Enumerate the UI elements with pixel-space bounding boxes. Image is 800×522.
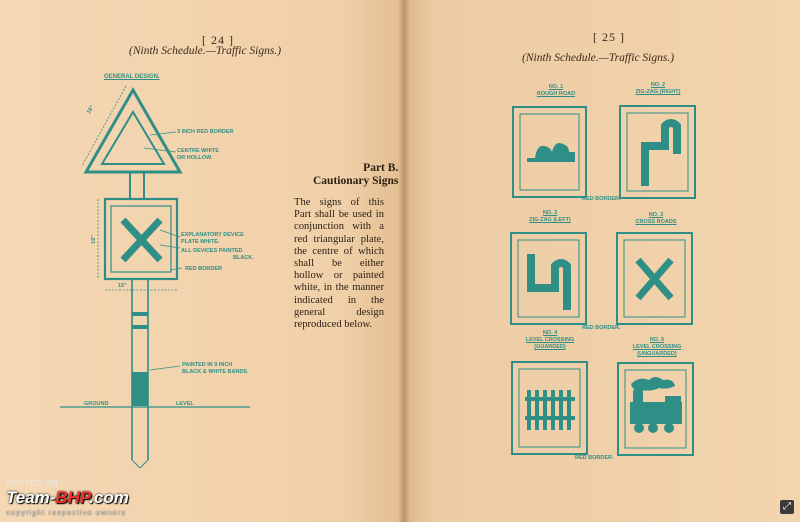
label-centre: CENTRE WHITE OR HOLLOW. xyxy=(177,148,219,161)
cross-roads-icon xyxy=(638,260,671,298)
watermark-logo: Team-BHP.com xyxy=(6,488,129,507)
signs-grid xyxy=(505,100,705,460)
watermark-hosted: HOSTED ON : xyxy=(6,479,64,488)
right-schedule-heading: (Ninth Schedule.—Traffic Signs.) xyxy=(522,52,675,64)
diagram-title: GENERAL DESIGN. xyxy=(104,74,160,80)
label-device-plate: EXPLANATORY DEVICE PLATE WHITE. xyxy=(181,232,244,245)
zigzag-left-plate xyxy=(511,233,586,324)
expand-image-icon[interactable]: ⤢ xyxy=(780,500,794,514)
sign-4-label: NO. 3 CROSS ROADS xyxy=(635,212,677,225)
part-body-text: The signs of this Part shall be used in conjunction with a red triangular plate, the centre of which shall be either hollow or painted white, in the manner indicated in the general design reproduced below. xyxy=(294,197,384,331)
label-bands: PAINTED IN 9 INCH BLACK & WHITE BANDS. xyxy=(182,362,249,375)
label-ground: GROUND xyxy=(84,401,109,407)
book-gutter xyxy=(398,0,410,522)
red-border-label-3: RED BORDER. xyxy=(575,455,614,461)
triangle-plate-outer xyxy=(86,90,180,172)
dim-15: 15" xyxy=(118,283,127,289)
dim-16: 16" xyxy=(90,235,97,244)
site-watermark xyxy=(6,479,129,517)
guarded-crossing-plate xyxy=(512,362,587,454)
dim-18: 18" xyxy=(86,104,96,116)
sign-3-label: NO. 2 ZIG-ZAG (LEFT) xyxy=(529,210,571,223)
right-page-number: [ 25 ] xyxy=(593,30,625,44)
part-subtitle: Cautionary Signs xyxy=(313,175,399,187)
left-page-number: [ 24 ] xyxy=(202,33,234,47)
label-level: LEVEL xyxy=(176,401,194,407)
zigzag-right-plate xyxy=(620,106,695,198)
left-schedule-heading: (Ninth Schedule.—Traffic Signs.) xyxy=(129,45,282,57)
sign-6-label: NO. 5 LEVEL CROSSING (UNGUARDED) xyxy=(632,337,682,357)
label-red-border: RED BORDER xyxy=(185,266,222,272)
watermark-copyright: copyright respective owners xyxy=(6,508,126,517)
label-devices-painted: ALL DEVICES PAINTED BLACK. xyxy=(181,248,254,261)
sign-5-label: NO. 4 LEVEL CROSSING (GUARDED) xyxy=(525,330,575,350)
unguarded-crossing-icon xyxy=(630,377,682,433)
rough-road-icon xyxy=(527,143,575,162)
zigzag-right-icon xyxy=(645,123,677,186)
general-design-diagram xyxy=(60,80,260,480)
part-heading xyxy=(313,162,398,188)
red-border-label-1: RED BORDER. xyxy=(582,196,621,202)
triangle-plate-inner xyxy=(102,112,164,164)
sign-1-label: NO. 1 ROUGH ROAD xyxy=(536,84,576,97)
zigzag-left-icon xyxy=(531,254,567,310)
label-3inch-red-border: 3 INCH RED BORDER xyxy=(177,129,234,135)
red-border-label-2: RED BORDER. xyxy=(582,325,621,331)
part-title: Part B. xyxy=(363,162,399,174)
guarded-crossing-icon xyxy=(525,390,575,430)
sign-2-label: NO. 2 ZIG-ZAG (RIGHT) xyxy=(635,82,681,95)
